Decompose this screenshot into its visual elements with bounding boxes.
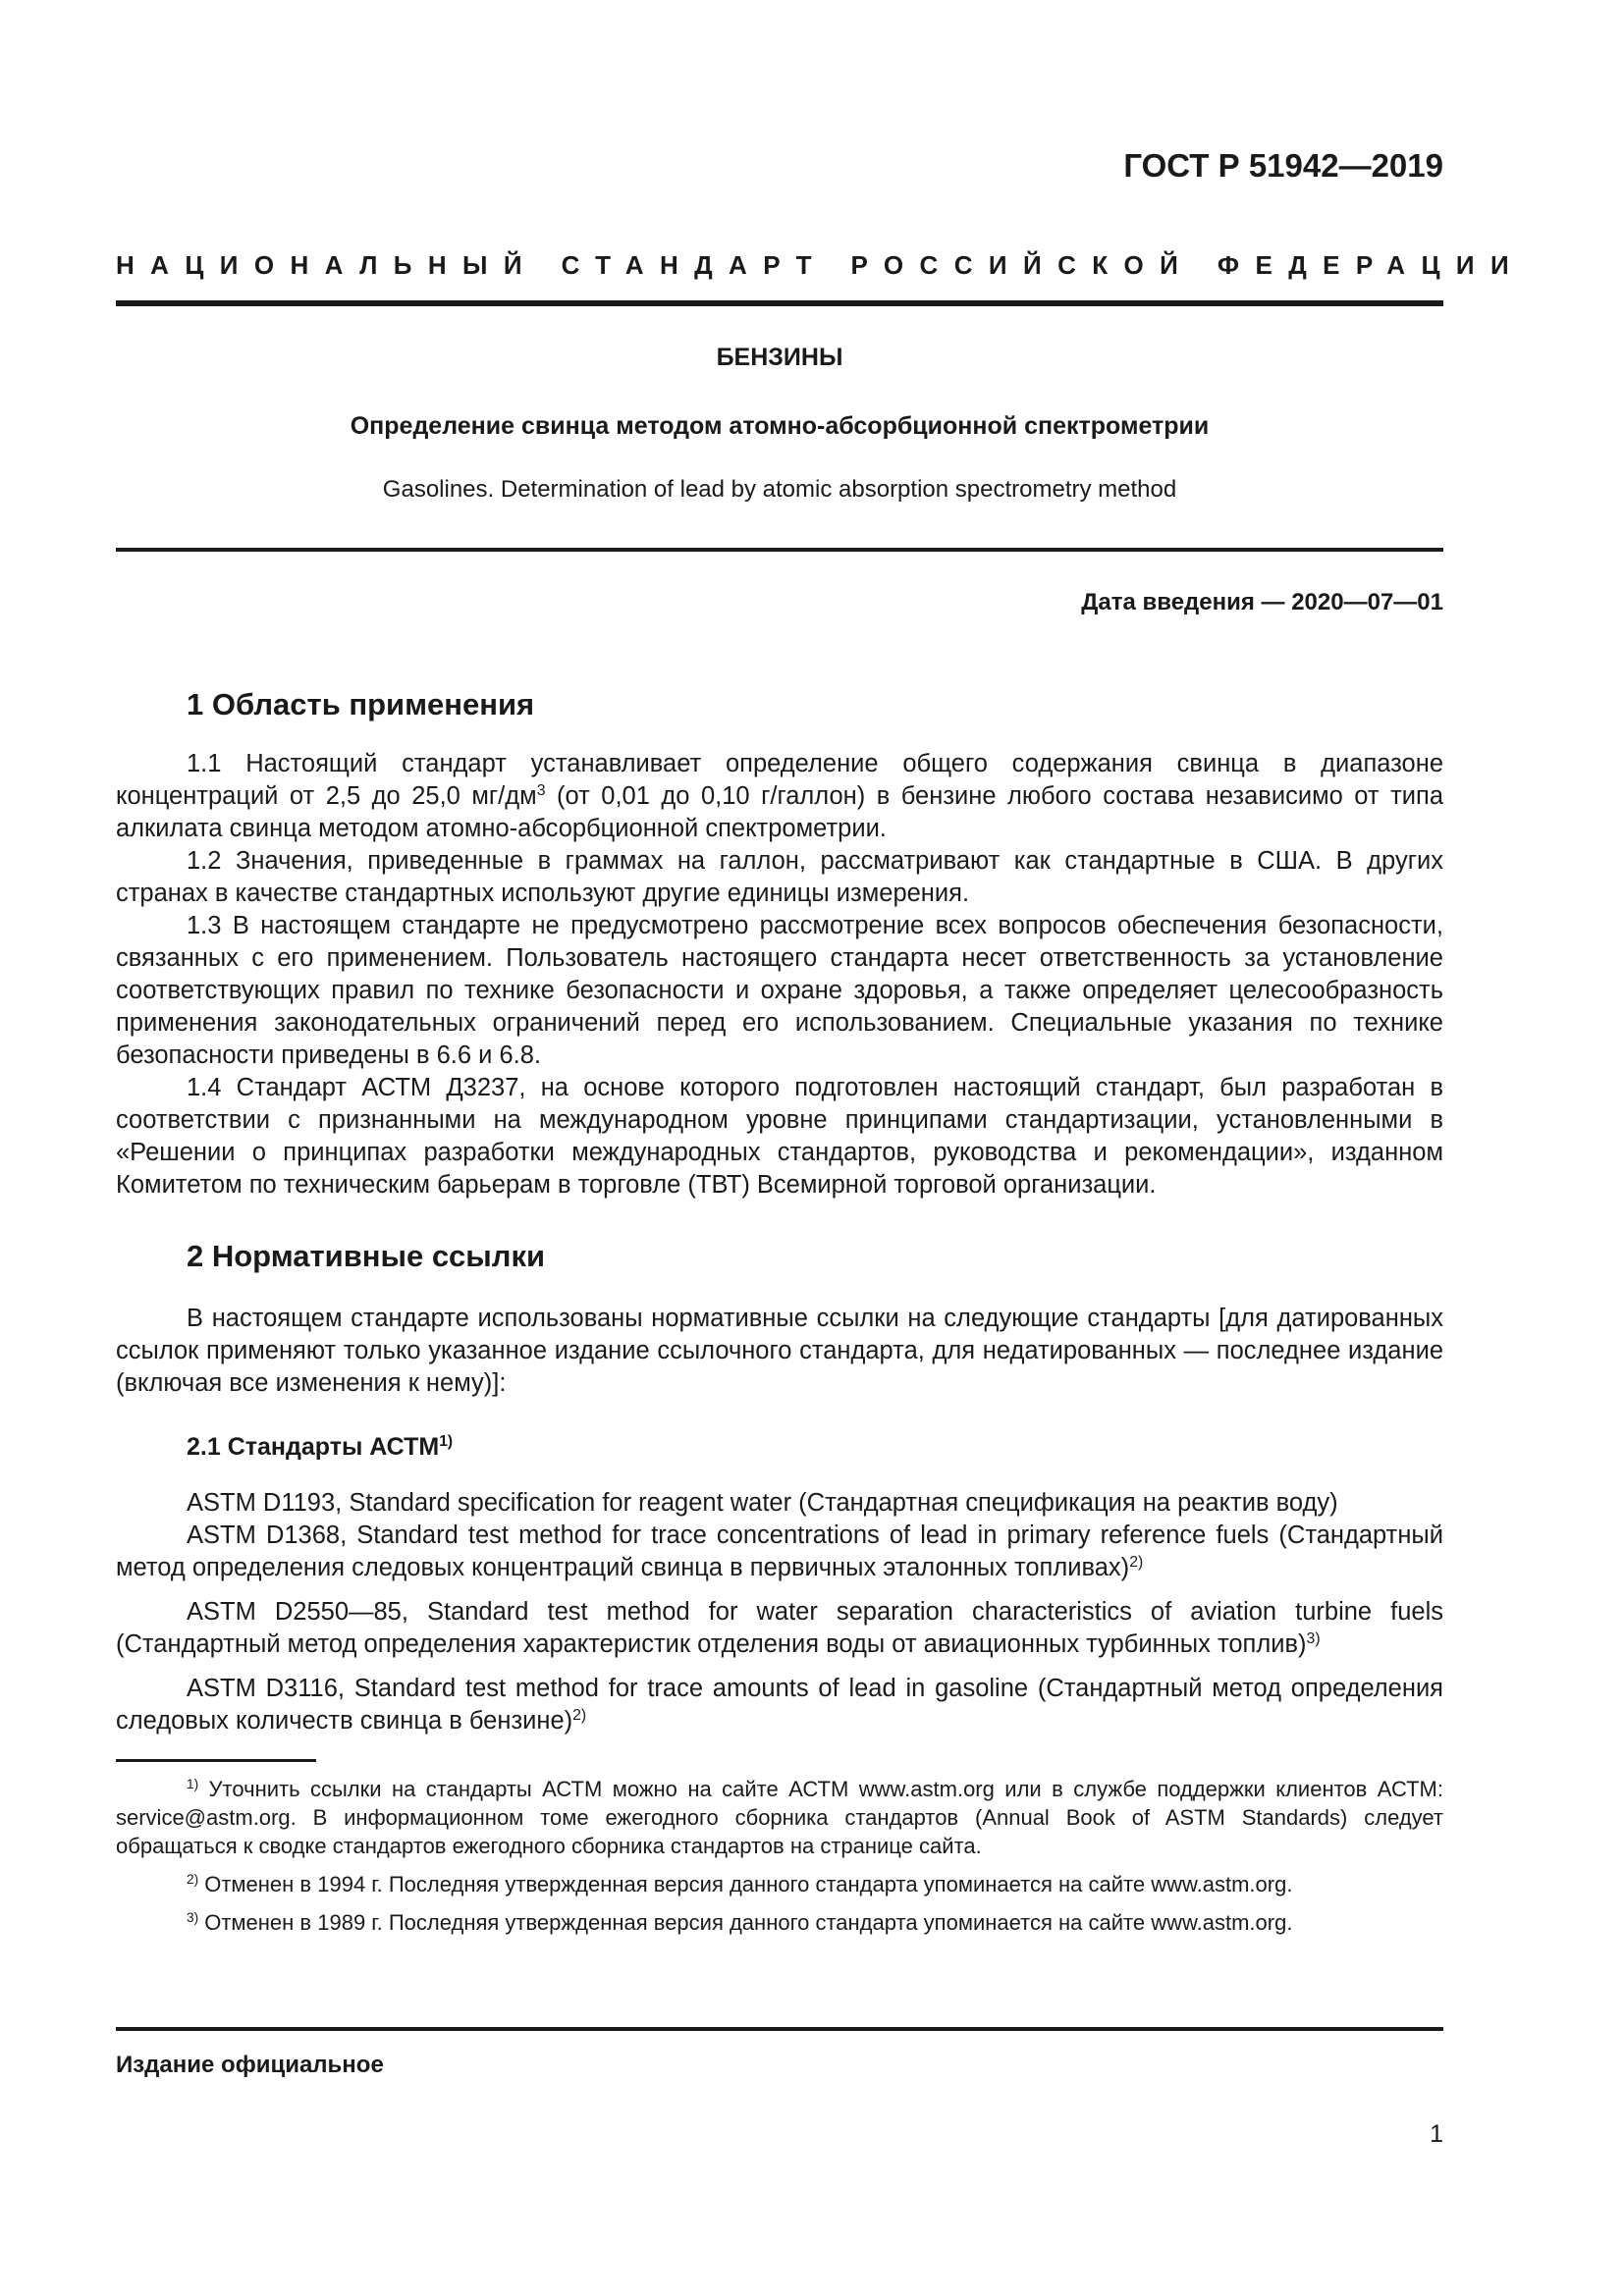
footnote: $^{1)}$ Уточнить ссылки на стандарты АСТМ можно на сайте АСТМ www.astm.org или в службе поддержки клиентов АСТМ: service@astm.org. В информационном томе ежегодного сборника стандартов (Annual Book of ASTM Standards) следует обращаться к сводке стандартов ежегодного сборника стандартов на странице сайта. [116,1776,1443,1858]
reference-item: ASTM D2550—85, Standard test method for water separation characteristics of aviation turbine fuels (Стандартный метод определения характеристик отделения воды от авиационных турбинных топлив)$^{3)}$ [116,1598,1443,1658]
paragraph-1-1: 1.1 Настоящий стандарт устанавливает определение общего содержания свинца в диапазоне концентраций от 2,5 до 25,0 $мг/дм^3$ (от 0,01 до 0,10 г/галлон) в бензине любого состава независимо от типа алкилата свинца методом атомно-абсорбционной спектрометрии. [116,750,1443,842]
document-subtitle: Определение свинца методом атомно-абсорбционной спектрометрии [350,412,1210,440]
footnote-mark: 1) [439,1432,454,1450]
english-title: Gasolines. Determination of lead by atomic absorption spectrometry method [382,476,1177,503]
footer-rule [116,2027,1443,2031]
superscript: 3 [536,781,546,799]
document-number: ГОСТ Р 51942—2019 [1123,147,1443,184]
page-number: 1 [1430,2120,1443,2148]
section-2-heading: 2 Нормативные ссылки [187,1239,546,1273]
reference-item: ASTM D3116, Standard test method for trace amounts of lead in gasoline (Стандартный метод определения следовых количеств свинца в бензине)$^{2)}$ [116,1675,1443,1735]
introduction-date: Дата введения — 2020—07—01 [1081,589,1443,615]
reference-item: ASTM D1193, Standard specification for reagent water (Стандартная спецификация на реактив воду) [187,1489,1338,1517]
footnote-separator [116,1759,316,1762]
document-title: БЕНЗИНЫ [716,344,843,371]
reference-item: ASTM D1368, Standard test method for trace concentrations of lead in primary reference fuels (Стандартный метод определения следовых концентраций свинца в первичных эталонных топливах)$^{2)}$ [116,1522,1443,1581]
astm-references [116,1487,1443,1737]
footnote: $^{3)}$ Отменен в 1989 г. Последняя утвержденная версия данного стандарта упоминается на сайте www.astm.org. [187,1909,1293,1935]
section-1-heading: 1 Область применения [187,687,535,721]
footnote: $^{2)}$ Отменен в 1994 г. Последняя утвержденная версия данного стандарта упоминается на сайте www.astm.org. [187,1871,1293,1896]
paragraph-2-intro: В настоящем стандарте использованы нормативные ссылки на следующие стандарты [для датированных ссылок применяют только указанное издание ссылочного стандарта, для недатированных — последнее издание (включая все изменения к нему)]: [116,1305,1443,1397]
section-2-intro [116,1303,1443,1400]
paragraph-1-4: 1.4 Стандарт АСТМ Д3237, на основе которого подготовлен настоящий стандарт, был разработан в соответствии с признанными на международном уровне принципами стандартизации, установленными в «Решении о принципах разработки международных стандартов, руководства и рекомендации», изданном Комитетом по техническим барьерам в торговле (ТВТ) Всемирной торговой организации. [116,1074,1443,1199]
section-1-body [116,748,1443,1201]
paragraph-1-2: 1.2 Значения, приведенные в граммах на галлон, рассматривают как стандартные в США. В других странах в качестве стандартных используют другие единицы измерения. [116,847,1443,907]
subsection-2-1-heading: 2.1 Стандарты АСТМ$^{1)}$ [187,1432,454,1461]
header-rule [116,300,1443,306]
footnotes [116,1775,1443,1947]
official-edition-label: Издание официальное [116,2052,384,2078]
title-rule [116,548,1443,552]
national-standard-banner: НАЦИОНАЛЬНЫЙ СТАНДАРТ РОССИЙСКОЙ ФЕДЕРАЦИИ [116,250,1526,280]
paragraph-1-3: 1.3 В настоящем стандарте не предусмотрено рассмотрение всех вопросов обеспечения безопасности, связанных с его применением. Пользователь настоящего стандарта несет ответственность за установление соответствующих правил по технике безопасности и охране здоровья, а также определяет целесообразность применения законодательных ограничений перед его использованием. Специальные указания по технике безопасности приведены в 6.6 и 6.8. [116,912,1443,1069]
